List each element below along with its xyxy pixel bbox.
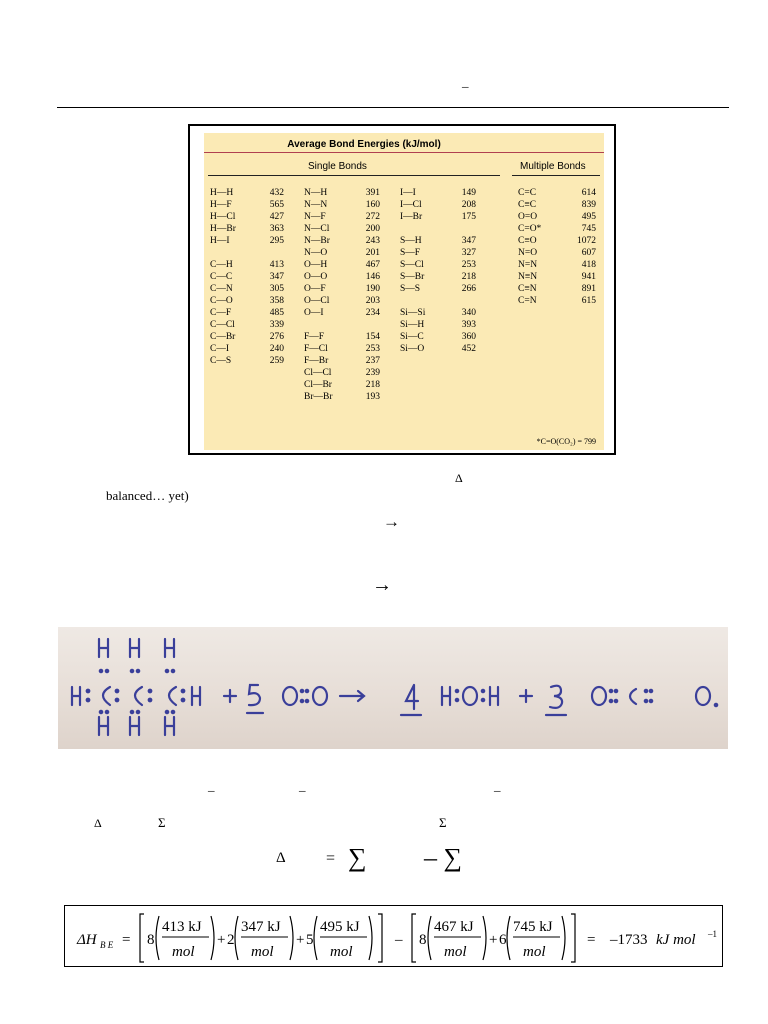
bond-label: C—S xyxy=(210,356,232,366)
bond-row xyxy=(518,247,596,259)
bond-energy-value: 347 xyxy=(269,272,284,282)
eq-minus: – xyxy=(395,932,403,948)
formula-minus-sigma: – ∑ xyxy=(424,843,463,872)
table-footnote: *C=O(CO₂) = 799 xyxy=(536,437,596,446)
bond-row xyxy=(400,223,476,235)
bond-label: C—O xyxy=(210,296,233,306)
bond-energy-value: 413 xyxy=(269,260,284,270)
eq-coef-3: 5 xyxy=(306,932,314,948)
bond-energy-value: 259 xyxy=(269,356,284,366)
bond-label: Si—O xyxy=(400,344,425,354)
bond-row xyxy=(304,199,380,211)
bond-row xyxy=(304,187,380,199)
bond-label: F—Br xyxy=(304,356,329,366)
formula-sigma-1: ∑ xyxy=(348,843,367,872)
bond-energy-value: 614 xyxy=(581,188,596,198)
bond-label: O—H xyxy=(304,260,328,270)
bond-energy-value: 495 xyxy=(581,212,596,222)
bond-label: Br—Br xyxy=(304,392,333,402)
bond-row xyxy=(304,331,380,343)
bond-energy-value: 234 xyxy=(365,308,380,318)
bond-row xyxy=(304,379,380,391)
bond-energy-value: 175 xyxy=(461,212,476,222)
bond-energy-value: 941 xyxy=(581,272,596,282)
bond-energy-value: 253 xyxy=(365,344,380,354)
bond-row xyxy=(400,247,476,259)
bond-label xyxy=(210,247,260,259)
bond-label: O—O xyxy=(304,272,328,282)
dash-a: _ xyxy=(208,778,215,793)
bond-row xyxy=(304,271,380,283)
bond-energy-value: 208 xyxy=(461,200,476,210)
bond-label: F—Cl xyxy=(304,344,328,354)
bond-row xyxy=(304,307,380,319)
bond-row xyxy=(518,259,596,271)
bond-energy-value: 358 xyxy=(269,296,284,306)
bond-label: S—H xyxy=(400,236,422,246)
bond-label: N=N xyxy=(518,260,538,270)
bond-label: Si—C xyxy=(400,332,424,342)
bond-row xyxy=(210,223,284,235)
bond-row xyxy=(210,211,284,223)
bond-label: C—H xyxy=(210,260,233,270)
sigma-symbol-2: Σ xyxy=(439,815,447,830)
bond-label xyxy=(304,319,356,331)
bond-label: Si—H xyxy=(400,320,425,330)
bond-label: S—F xyxy=(400,248,421,258)
eq-coef-2: 2 xyxy=(227,932,235,948)
eq-lhs-sub: B E xyxy=(100,940,114,950)
bond-energy-value: 467 xyxy=(365,260,380,270)
bond-energy-value: 418 xyxy=(581,260,596,270)
bond-row xyxy=(518,283,596,295)
bond-label: C≡O xyxy=(518,236,537,246)
eq-plus-3: + xyxy=(489,932,498,948)
bond-energy-value: 327 xyxy=(461,248,476,258)
bond-energy-value: 276 xyxy=(269,332,284,342)
bond-label: O=O xyxy=(518,212,538,222)
bond-energy-value: 193 xyxy=(365,392,380,402)
bond-label: S—Cl xyxy=(400,260,424,270)
bond-label: O—Cl xyxy=(304,296,330,306)
bond-energy-value: 745 xyxy=(581,224,596,234)
bond-label: H—Br xyxy=(210,224,236,234)
eq-num-4: 467 kJ xyxy=(434,919,474,935)
bond-row xyxy=(400,307,476,319)
bond-energy-value: 607 xyxy=(581,248,596,258)
bond-energy-value: 146 xyxy=(365,272,380,282)
bond-energy-value: 200 xyxy=(365,224,380,234)
eq-units-exp: –1 xyxy=(708,929,717,939)
bond-row xyxy=(400,271,476,283)
header-dash: _ xyxy=(462,74,469,89)
eq-coef-5: 6 xyxy=(499,932,507,948)
eq-den-2: mol xyxy=(251,944,274,960)
eq-num-2: 347 kJ xyxy=(241,919,281,935)
bond-row xyxy=(304,355,380,367)
bond-label: C=C xyxy=(518,188,537,198)
bond-energy-value: 149 xyxy=(461,188,476,198)
bond-label: N—F xyxy=(304,212,326,222)
table-title: Average Bond Energies (kJ/mol) xyxy=(287,139,441,150)
bond-label: O—F xyxy=(304,284,326,294)
bond-label: N—Br xyxy=(304,236,330,246)
bond-row xyxy=(400,319,476,331)
bond-row xyxy=(210,199,284,211)
bond-energy-value xyxy=(452,295,476,307)
bond-energy-value: 565 xyxy=(269,200,284,210)
eq-num-5: 745 kJ xyxy=(513,919,553,935)
eq-result-equals: = xyxy=(587,932,596,948)
bond-label: H—H xyxy=(210,188,234,198)
eq-den-1: mol xyxy=(172,944,195,960)
bond-energy-value: 237 xyxy=(365,356,380,366)
bond-label: C=N xyxy=(518,296,537,306)
single-bonds-rule xyxy=(208,175,500,176)
bond-row xyxy=(518,211,596,223)
dash-b: _ xyxy=(299,778,306,793)
bond-label: C≡N xyxy=(518,284,537,294)
bond-column-2 xyxy=(304,187,380,403)
bond-energy-value: 203 xyxy=(365,296,380,306)
bond-label: C—C xyxy=(210,272,233,282)
eq-plus-2: + xyxy=(296,932,305,948)
bond-row xyxy=(304,211,380,223)
bond-row xyxy=(304,283,380,295)
bond-energy-value xyxy=(260,247,284,259)
bond-column-4 xyxy=(518,187,596,307)
eq-equals: = xyxy=(122,932,131,948)
bond-row xyxy=(210,343,284,355)
bond-row xyxy=(400,199,476,211)
bond-row xyxy=(518,223,596,235)
bond-label: H—Cl xyxy=(210,212,236,222)
bond-row xyxy=(400,295,476,307)
bond-label: N—N xyxy=(304,200,328,210)
bond-label: I—I xyxy=(400,188,416,198)
bond-label: H—F xyxy=(210,200,232,210)
bond-label xyxy=(400,295,452,307)
balanced-text: balanced… yet) xyxy=(106,488,189,503)
bond-row xyxy=(518,295,596,307)
bond-row xyxy=(518,199,596,211)
bond-energy-value: 190 xyxy=(365,284,380,294)
eq-den-5: mol xyxy=(523,944,546,960)
bond-energy-value: 839 xyxy=(581,200,596,210)
bond-row xyxy=(518,187,596,199)
bond-row xyxy=(304,391,380,403)
bond-energy-value: 253 xyxy=(461,260,476,270)
bond-row xyxy=(400,259,476,271)
bond-energy-value: 160 xyxy=(365,200,380,210)
bond-energy-value: 240 xyxy=(269,344,284,354)
bond-row xyxy=(304,295,380,307)
bond-label: C—I xyxy=(210,344,229,354)
bond-label: S—S xyxy=(400,284,421,294)
bond-energy-calculation xyxy=(64,905,723,967)
bond-energy-value xyxy=(452,223,476,235)
bond-label: Si—Si xyxy=(400,308,426,318)
reaction-arrow-1: → xyxy=(383,512,400,531)
bond-row xyxy=(400,235,476,247)
bond-label: N—O xyxy=(304,248,328,258)
bond-energy-value: 347 xyxy=(461,236,476,246)
bond-row xyxy=(210,235,284,247)
eq-coef-1: 8 xyxy=(147,932,155,948)
bond-row xyxy=(210,331,284,343)
bond-energy-value: 393 xyxy=(461,320,476,330)
eq-units: kJ mol xyxy=(656,932,696,948)
bond-energy-value: 272 xyxy=(365,212,380,222)
single-bonds-heading: Single Bonds xyxy=(308,161,367,172)
bond-column-1 xyxy=(210,187,284,367)
multiple-bonds-heading: Multiple Bonds xyxy=(520,161,586,172)
dash-c: _ xyxy=(494,778,501,793)
bond-row xyxy=(210,295,284,307)
bond-label: N≡N xyxy=(518,272,538,282)
bond-energy-value xyxy=(356,319,380,331)
bond-energy-value: 239 xyxy=(365,368,380,378)
eq-num-3: 495 kJ xyxy=(320,919,360,935)
bond-energy-value: 243 xyxy=(365,236,380,246)
bond-energy-value: 485 xyxy=(269,308,284,318)
bond-label: F—F xyxy=(304,332,325,342)
bond-row xyxy=(400,331,476,343)
bond-energy-value: 452 xyxy=(461,344,476,354)
bond-label: H—I xyxy=(210,236,230,246)
bond-row xyxy=(210,247,284,259)
bond-label xyxy=(400,223,452,235)
bond-row xyxy=(400,343,476,355)
eq-lhs: ΔH xyxy=(77,932,97,948)
bond-energy-value: 891 xyxy=(581,284,596,294)
bond-label: I—Br xyxy=(400,212,423,222)
bond-row xyxy=(304,223,380,235)
bond-row xyxy=(304,319,380,331)
bond-energy-value: 340 xyxy=(461,308,476,318)
bond-label: N—H xyxy=(304,188,328,198)
bond-row xyxy=(210,187,284,199)
bond-label: N=O xyxy=(518,248,538,258)
bond-label: C—Cl xyxy=(210,320,235,330)
bond-energy-value: 266 xyxy=(461,284,476,294)
bond-row xyxy=(518,271,596,283)
eq-den-4: mol xyxy=(444,944,467,960)
bond-row xyxy=(210,271,284,283)
bond-energy-value: 1072 xyxy=(577,236,596,246)
bond-label: C≡C xyxy=(518,200,537,210)
bond-energy-value: 218 xyxy=(461,272,476,282)
eq-plus-1: + xyxy=(217,932,226,948)
bond-energy-value: 427 xyxy=(269,212,284,222)
bond-row xyxy=(400,211,476,223)
bond-row xyxy=(400,187,476,199)
formula-equals: = xyxy=(326,850,336,867)
bond-energy-value: 615 xyxy=(581,296,596,306)
eq-num-1: 413 kJ xyxy=(162,919,202,935)
bond-energy-value: 363 xyxy=(269,224,284,234)
header-rule xyxy=(57,107,729,108)
bond-row xyxy=(304,247,380,259)
bond-column-3 xyxy=(400,187,476,355)
bond-row xyxy=(400,283,476,295)
bond-row xyxy=(210,283,284,295)
bond-energy-value: 201 xyxy=(365,248,380,258)
bond-label: I—Cl xyxy=(400,200,422,210)
delta-symbol: Δ xyxy=(455,471,463,485)
handwritten-lewis-equation xyxy=(58,627,728,749)
bond-label: C=O* xyxy=(518,224,542,234)
bond-row xyxy=(304,259,380,271)
eq-coef-4: 8 xyxy=(419,932,427,948)
eq-den-3: mol xyxy=(330,944,353,960)
bond-label: C—Br xyxy=(210,332,236,342)
bond-energy-table xyxy=(188,124,616,455)
bond-energy-value: 295 xyxy=(269,236,284,246)
delta-symbol-2: Δ xyxy=(94,816,102,830)
bond-row xyxy=(210,307,284,319)
bond-row xyxy=(304,235,380,247)
bond-label: Cl—Cl xyxy=(304,368,332,378)
bond-label: C—N xyxy=(210,284,233,294)
formula-delta: Δ xyxy=(276,850,286,866)
bond-row xyxy=(304,343,380,355)
bond-energy-value: 218 xyxy=(365,380,380,390)
bond-row xyxy=(304,367,380,379)
multiple-bonds-rule xyxy=(512,175,600,176)
table-title-rule xyxy=(204,152,604,153)
bond-row xyxy=(518,235,596,247)
bond-energy-value: 154 xyxy=(365,332,380,342)
eq-result: –1733 xyxy=(610,932,648,948)
bond-energy-value: 305 xyxy=(269,284,284,294)
bond-row xyxy=(210,319,284,331)
sigma-symbol-1: Σ xyxy=(158,815,166,830)
bond-energy-value: 432 xyxy=(269,188,284,198)
bond-label: C—F xyxy=(210,308,232,318)
bond-energy-value: 391 xyxy=(365,188,380,198)
bond-label: N—Cl xyxy=(304,224,330,234)
bond-energy-value: 360 xyxy=(461,332,476,342)
bond-label: S—Br xyxy=(400,272,425,282)
bond-energy-value: 339 xyxy=(269,320,284,330)
bond-row xyxy=(210,355,284,367)
bond-label: Cl—Br xyxy=(304,380,332,390)
bond-row xyxy=(210,259,284,271)
reaction-arrow-2: → xyxy=(372,574,392,596)
bond-label: O—I xyxy=(304,308,324,318)
